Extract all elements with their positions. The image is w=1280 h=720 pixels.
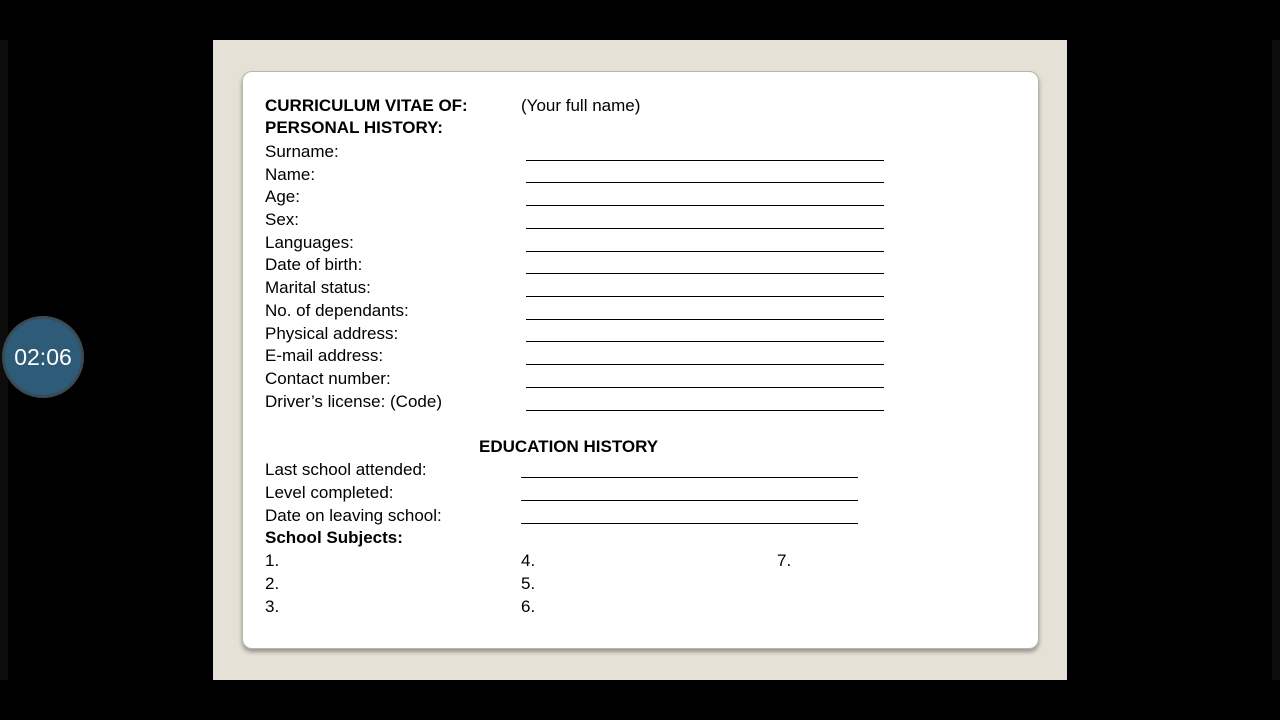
field-line-name[interactable] [526, 182, 884, 183]
cv-title-value: (Your full name) [521, 96, 641, 115]
field-label-name: Name: [265, 165, 316, 184]
field-line-age[interactable] [526, 205, 884, 206]
subject-item: 4. [521, 551, 536, 570]
field-label-languages: Languages: [265, 233, 354, 252]
cv-form-card [242, 71, 1039, 649]
field-line-surname[interactable] [526, 160, 884, 161]
field-label-level-completed: Level completed: [265, 483, 394, 502]
field-line-sex[interactable] [526, 228, 884, 229]
subject-item: 3. [265, 597, 280, 616]
cv-title-label: CURRICULUM VITAE OF: [265, 96, 468, 115]
field-label-last-school: Last school attended: [265, 460, 427, 479]
field-label-date-leaving-school: Date on leaving school: [265, 506, 442, 525]
right-frame-edge [1272, 40, 1280, 680]
subject-item: 6. [521, 597, 536, 616]
field-line-email-address[interactable] [526, 364, 884, 365]
countdown-timer [2, 316, 84, 398]
subject-item: 2. [265, 574, 280, 593]
field-line-contact-number[interactable] [526, 387, 884, 388]
timer-value: 02:06 [14, 343, 72, 370]
education-history-heading: EDUCATION HISTORY [479, 437, 659, 456]
school-subjects-heading: School Subjects: [265, 528, 403, 547]
field-label-date-of-birth: Date of birth: [265, 255, 363, 274]
field-label-dependants: No. of dependants: [265, 301, 409, 320]
field-line-languages[interactable] [526, 251, 884, 252]
personal-history-heading: PERSONAL HISTORY: [265, 118, 443, 137]
field-label-email-address: E-mail address: [265, 346, 384, 365]
field-label-age: Age: [265, 187, 300, 206]
field-line-drivers-license[interactable] [526, 410, 884, 411]
field-line-last-school[interactable] [521, 477, 858, 478]
field-label-drivers-license: Driver’s license: (Code) [265, 392, 442, 411]
subject-item: 1. [265, 551, 280, 570]
field-line-date-of-birth[interactable] [526, 273, 884, 274]
field-line-level-completed[interactable] [521, 500, 858, 501]
field-label-sex: Sex: [265, 210, 300, 229]
subject-item: 7. [777, 551, 792, 570]
field-line-date-leaving-school[interactable] [521, 523, 858, 524]
field-label-contact-number: Contact number: [265, 369, 391, 388]
subject-item: 5. [521, 574, 536, 593]
field-line-marital-status[interactable] [526, 296, 884, 297]
field-label-marital-status: Marital status: [265, 278, 371, 297]
field-label-physical-address: Physical address: [265, 324, 399, 343]
slide [213, 40, 1067, 680]
field-line-dependants[interactable] [526, 319, 884, 320]
field-line-physical-address[interactable] [526, 341, 884, 342]
field-label-surname: Surname: [265, 142, 339, 161]
